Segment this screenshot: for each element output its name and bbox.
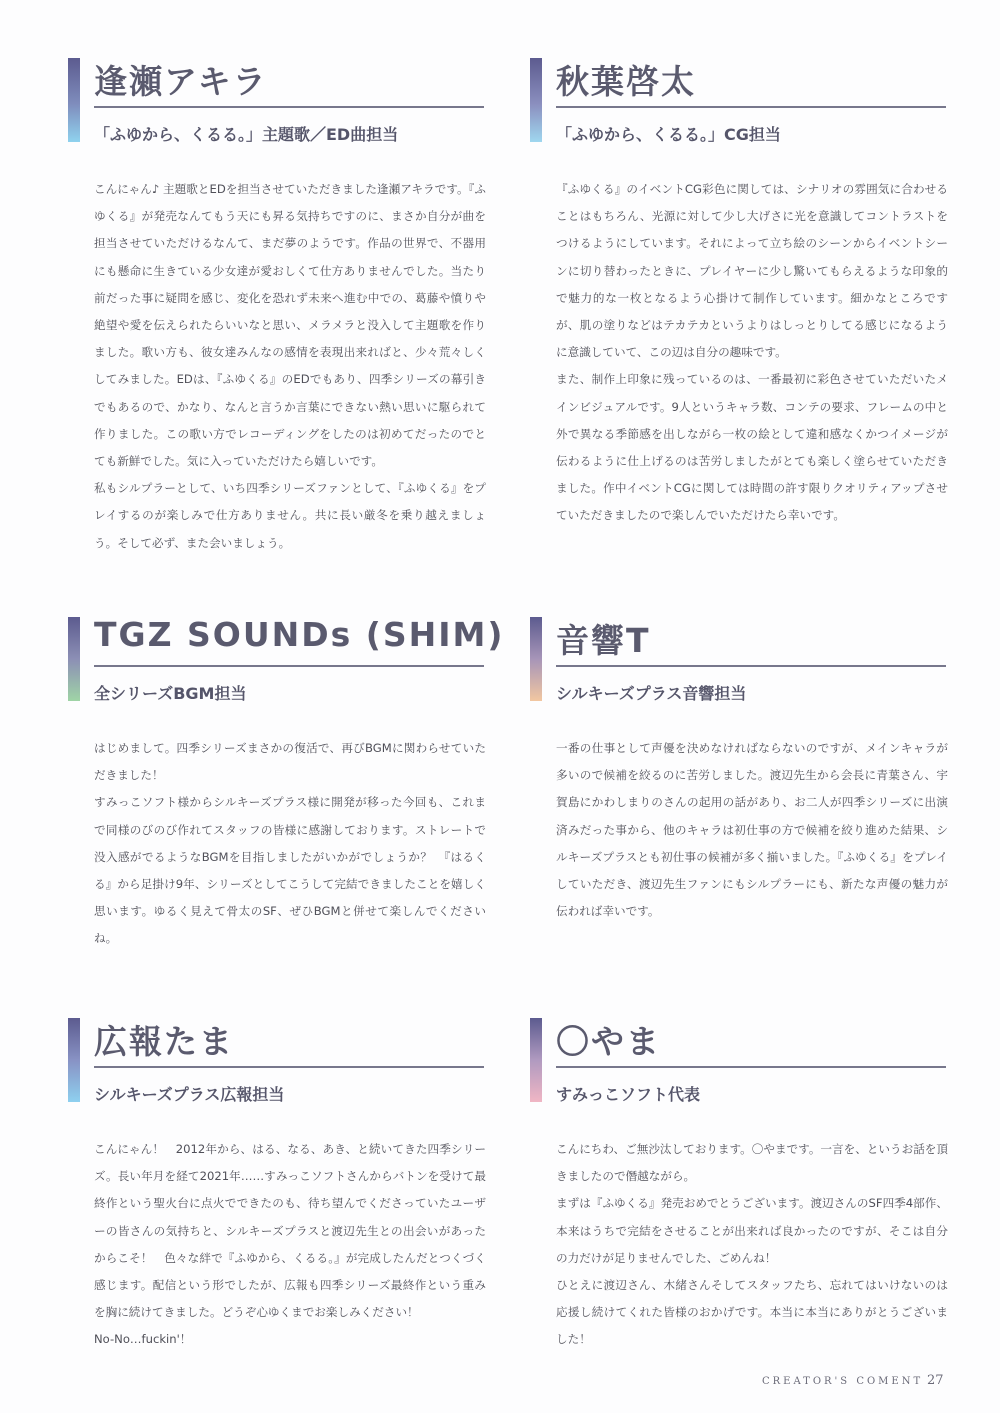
creator-name: 広報たま [94,1022,234,1061]
creator-role: シルキーズプラス音響担当 [556,684,747,703]
divider [94,665,484,667]
accent-bar [530,617,542,701]
page-number: 27 [927,1373,944,1388]
creator-name: 〇やま [556,1022,661,1061]
comment-paragraph: また、制作上印象に残っているのは、一番最初に彩色させていただいたメインビジュアルです。9人というキャラ数、コンテの要求、フレームの中と外で異なる季節感を出しながら一枚の絵として違和感なくかつイメージが伝わるように仕上げるのは苦労しましたがとても楽しく塗らせていただきました。作中イベントCGに関しては時間の許す限りクオリティアップさせていただきましたので楽しんでいただけたら幸いです。 [556,372,948,523]
comment-paragraph: こんにちわ、ご無沙汰しております。〇やまです。一言を、というお話を頂きましたので僭越ながら。 [556,1142,948,1184]
creator-role: 全シリーズBGM担当 [94,684,247,703]
creator-name: TGZ SOUNDs (SHIM) [94,615,505,654]
comment-paragraph: はじめまして。四季シリーズまさかの復活で、再びBGMに関わらせていただきました！ [94,741,486,783]
comment-body [94,176,486,557]
comment-body [94,735,486,953]
comment-paragraph: ひとえに渡辺さん、木緒さんそしてスタッフたち、忘れてはいけないのは応援し続けてくれた皆様のおかげです。本当に本当にありがとうございました！ [556,1278,948,1347]
comment-paragraph: 一番の仕事として声優を決めなければならないのですが、メインキャラが多いので候補を絞るのに苦労しました。渡辺先生から会長に青葉さん、宇賀島にかわしまりのさんの起用の話があり、お二人が四季シリーズに出演済みだった事から、他のキャラは初仕事の方で候補を絞り進めた結果、シルキーズプラスとも初仕事の候補が多く揃いました。『ふゆくる』をプレイしていただき、渡辺先生ファンにもシルプラーにも、新たな声優の魅力が伝われば幸いです。 [556,741,948,919]
divider [556,106,946,108]
creator-role: 「ふゆから、くるる。」主題歌／ED曲担当 [94,125,399,144]
comment-body [94,1136,486,1354]
divider [556,665,946,667]
comment-paragraph: No-No…fuckin'！ [94,1332,192,1347]
creator-name: 秋葉啓太 [556,62,696,101]
creator-name: 音響T [556,621,651,660]
comment-paragraph: こんにゃん♪ 主題歌とEDを担当させていただきました逢瀬アキラです。『ふゆくる』が発売なんてもう天にも昇る気持ちですのに、まさか自分が曲を担当させていただけるなんて、まだ夢のようです。作品の世界で、不器用にも懸命に生きている少女達が愛おしくて仕方ありませんでした。当たり前だった事に疑問を感じ、変化を恐れず未来へ進む中での、葛藤や憤りや絶望や愛を伝えられたらいいなと思い、メラメラと没入して主題歌を作りました。歌い方も、彼女達みんなの感情を表現出来ればと、少々荒々しくしてみました。EDは、『ふゆくる』のEDでもあり、四季シリーズの幕引きでもあるので、かなり、なんと言うか言葉にできない熱い思いに駆られて作りました。この歌い方でレコーディングをしたのは初めてだったのでとても新鮮でした。気に入っていただけたら嬉しいです。 [94,182,486,469]
comment-body [556,176,948,530]
comment-paragraph: 私もシルプラーとして、いち四季シリーズファンとして、『ふゆくる』をプレイするのが楽しみで仕方ありません。共に長い厳冬を乗り越えましょう。そして必ず、また会いましょう。 [94,481,486,550]
accent-bar [530,1018,542,1102]
comment-paragraph: まずは『ふゆくる』発売おめでとうございます。渡辺さんのSF四季4部作、本来はうちで完結をさせることが出来れば良かったのですが、そこは自分の力だけが足りませんでした、ごめんね！ [556,1196,948,1265]
divider [94,1066,484,1068]
creator-role: すみっこソフト代表 [556,1085,701,1104]
accent-bar [530,58,542,142]
divider [556,1066,946,1068]
comment-paragraph: こんにゃん！ 2012年から、はる、なる、あき、と続いてきた四季シリーズ。長い年月を経て2021年……すみっこソフトさんからバトンを受けて最終作という聖火台に点火でできたのも、待ち望んでくださっていたユーザーの皆さんの気持ちと、シルキーズプラスと渡辺先生との出会いがあったからこそ！ 色々な絆で『ふゆから、くるる。』が完成したんだとつくづく感じます。配信という形でしたが、広報も四季シリーズ最終作という重みを胸に続けてきました。どうぞ心ゆくまでお楽しみください！ [94,1142,486,1320]
creator-name: 逢瀬アキラ [94,62,268,101]
comment-body [556,735,948,925]
accent-bar [68,617,80,701]
comment-body [556,1136,948,1354]
creator-role: シルキーズプラス広報担当 [94,1085,285,1104]
divider [94,106,484,108]
footer-label: CREATOR'S COMENT [762,1376,924,1387]
comment-paragraph: すみっこソフト様からシルキーズプラス様に開発が移った今回も、これまで同様のびのび作れてスタッフの皆様に感謝しております。ストレートで没入感がでるようなBGMを目指しましたがいかがでしょうか？ 『はるくる』から足掛け9年、シリーズとしてこうして完結できましたことを嬉しく思います。ゆるく見えて骨太のSF、ぜひBGMと併せて楽しんでくださいね。 [94,795,486,946]
comment-paragraph: 『ふゆくる』のイベントCG彩色に関しては、シナリオの雰囲気に合わせることはもちろん、光源に対して少し大げさに光を意識してコントラストをつけるようにしています。それによって立ち絵のシーンからイベントシーンに切り替わったときに、プレイヤーに少し驚いてもらえるような印象的で魅力的な一枚となるよう心掛けて制作しています。細かなところですが、肌の塗りなどはテカテカというよりはしっとりしてる感じになるように意識していて、この辺は自分の趣味です。 [556,182,948,360]
accent-bar [68,1018,80,1102]
accent-bar [68,58,80,142]
creator-role: 「ふゆから、くるる。」CG担当 [556,125,781,144]
